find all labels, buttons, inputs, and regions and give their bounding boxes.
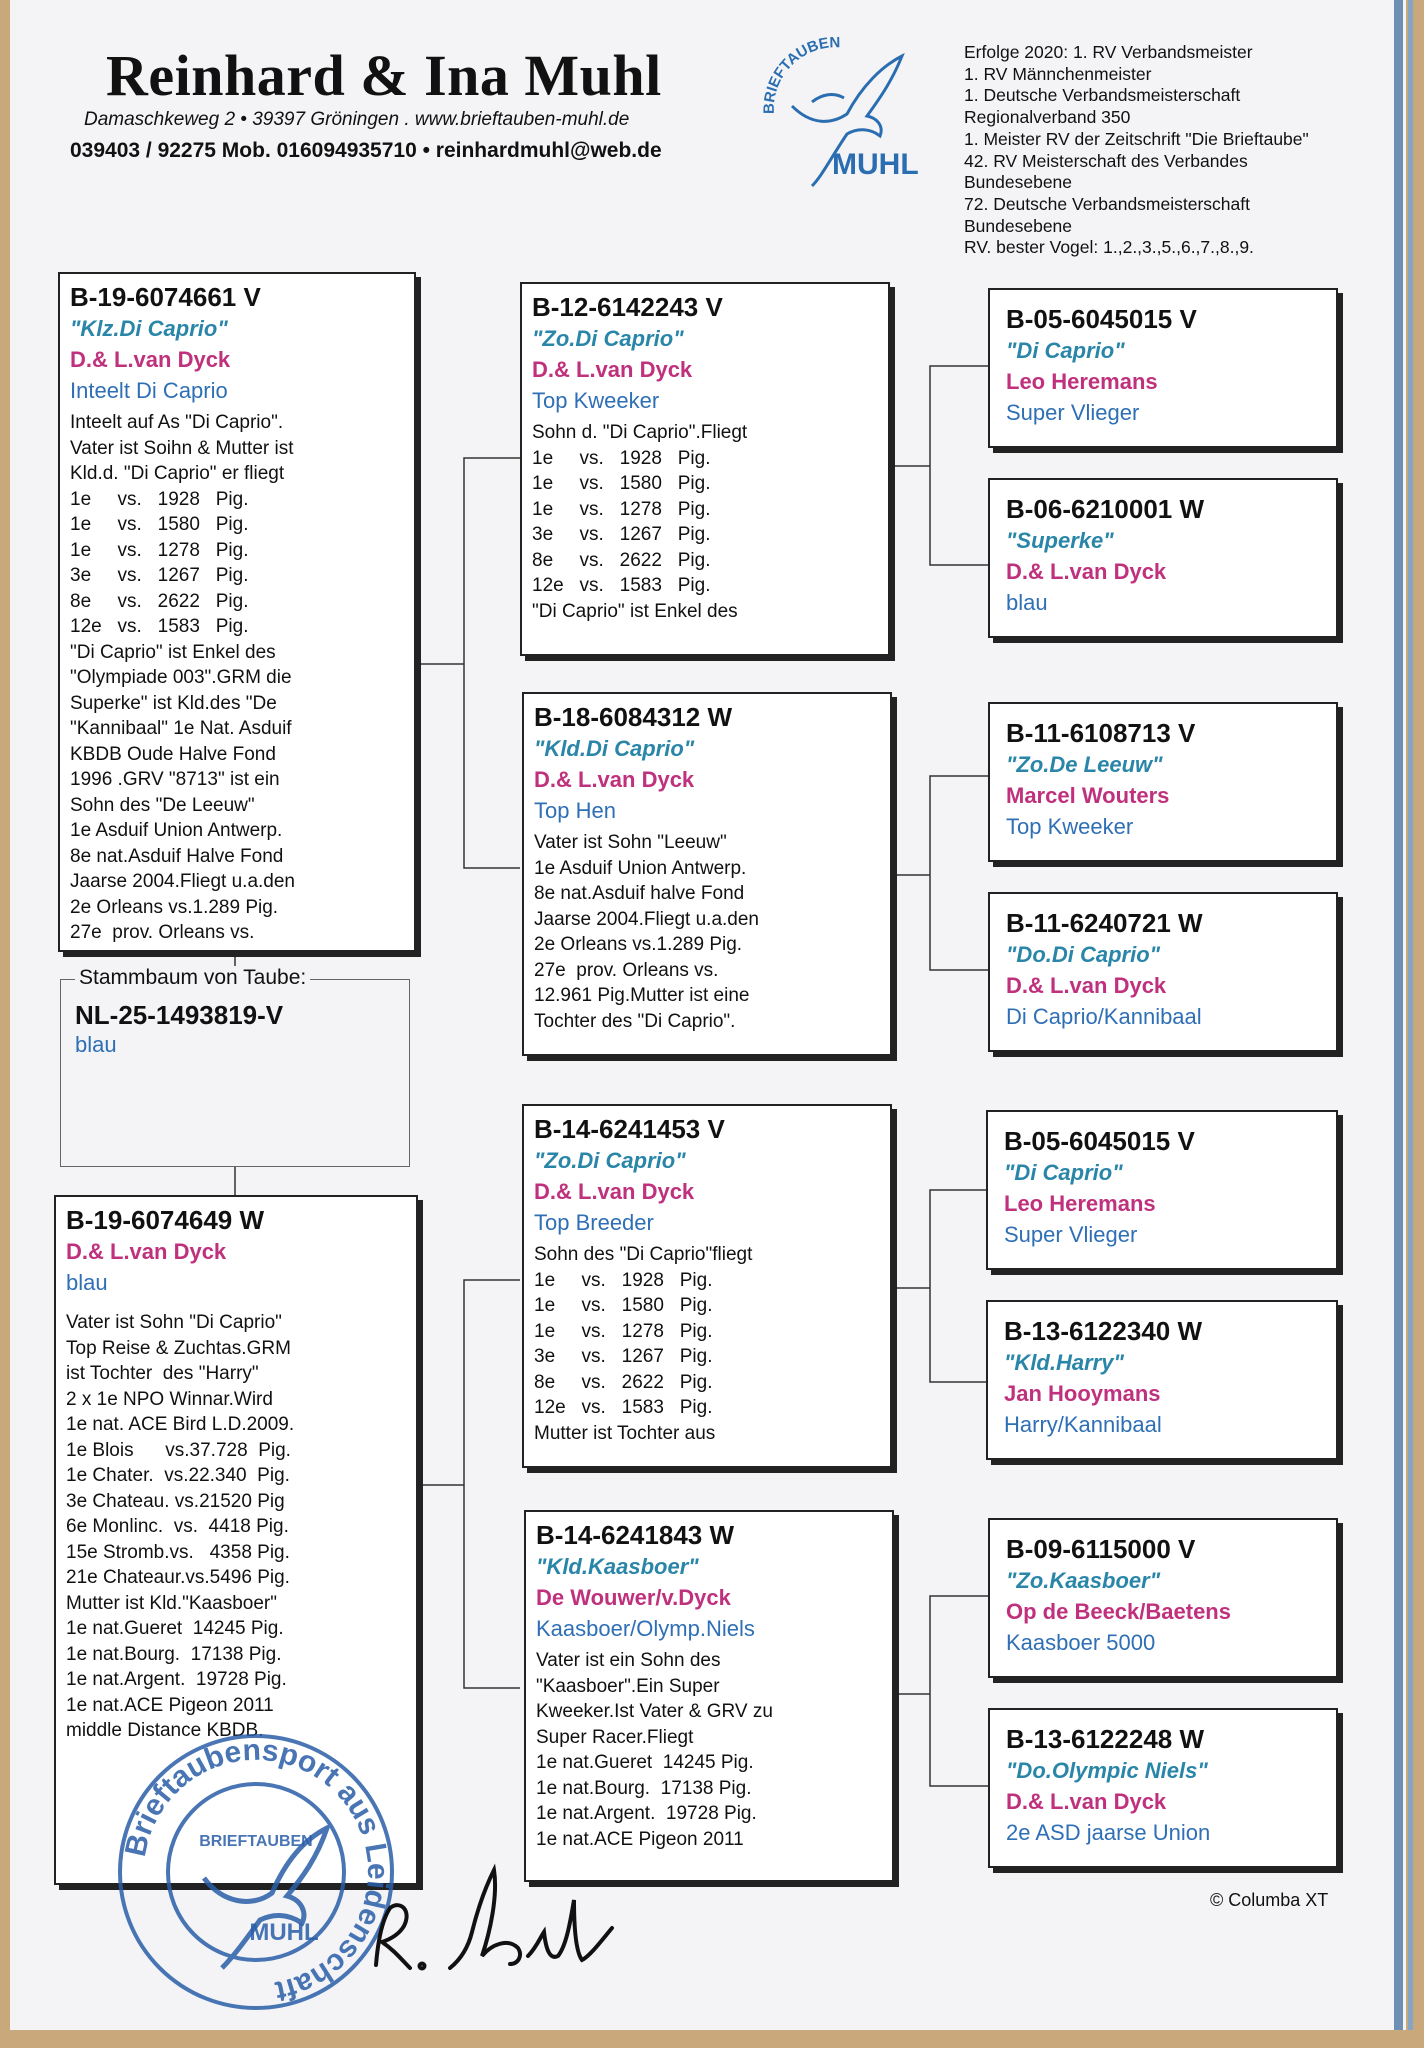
breeder-label: D.& L.van Dyck: [66, 1239, 227, 1264]
breeder-label: D.& L.van Dyck: [532, 357, 693, 382]
breeder-address: Damaschkeweg 2 • 39397 Gröningen . www.brieftauben-muhl.de: [84, 109, 630, 130]
grandparent-card: [524, 1510, 894, 1882]
great-grandparent-card: [988, 1518, 1338, 1678]
breeder-label: D.& L.van Dyck: [1006, 1789, 1167, 1814]
pigeon-description: Top Kweeker: [1006, 814, 1134, 839]
great-grandparent-card: [988, 892, 1338, 1052]
success-line: 1. Deutsche Verbandsmeisterschaft: [964, 85, 1241, 106]
pigeon-name: "Di Caprio": [1006, 338, 1125, 363]
breeder-label: D.& L.van Dyck: [1006, 973, 1167, 998]
breeder-contact: 039403 / 92275 Mob. 016094935710 • reinhardmuhl@web.de: [70, 139, 662, 162]
copyright-notice: © Columba XT: [1210, 1890, 1329, 1910]
pigeon-name: "Do.Olympic Niels": [1006, 1758, 1208, 1783]
great-grandparent-card: [988, 702, 1338, 862]
great-grandparent-card: [986, 1300, 1338, 1460]
ring-number: B-13-6122248 W: [1006, 1724, 1204, 1754]
breeder-label: D.& L.van Dyck: [70, 347, 231, 372]
success-line: 72. Deutsche Verbandsmeisterschaft: [964, 193, 1250, 214]
pigeon-name: "Zo.Di Caprio": [532, 326, 684, 351]
pigeon-name: "Kld.Kaasboer": [536, 1554, 699, 1579]
pigeon-description: Inteelt Di Caprio: [70, 378, 228, 403]
pigeon-name: "Klz.Di Caprio": [70, 316, 228, 341]
pigeon-description: Super Vlieger: [1006, 400, 1140, 425]
great-grandparent-card: [988, 478, 1338, 638]
breeder-label: D.& L.van Dyck: [534, 767, 695, 792]
pigeon-name: "Zo.Di Caprio": [534, 1148, 686, 1173]
pigeon-description: Top Breeder: [534, 1210, 654, 1235]
success-line: Erfolge 2020: 1. RV Verbandsmeister: [964, 42, 1253, 62]
stamp-text: Brieftaubensport aus Leidenschaft: [119, 1733, 395, 2009]
success-line: RV. bester Vogel: 1.,2.,3.,5.,6.,7.,8.,9.: [964, 237, 1254, 258]
great-grandparent-card: [988, 288, 1338, 448]
pigeon-description: Kaasboer 5000: [1006, 1630, 1156, 1655]
pigeon-name: "Di Caprio": [1004, 1160, 1123, 1185]
club-stamp: [112, 1728, 400, 2016]
subject-ring-number: NL-25-1493819-V: [75, 1000, 284, 1030]
ring-number: B-12-6142243 V: [532, 292, 723, 322]
pigeon-name: "Zo.Kaasboer": [1006, 1568, 1161, 1593]
great-grandparent-card: [986, 1110, 1338, 1270]
pigeon-name: "Kld.Harry": [1004, 1350, 1124, 1375]
pigeon-description: Top Kweeker: [532, 388, 660, 413]
grandparent-card: [522, 692, 892, 1056]
breeder-label: Leo Heremans: [1004, 1191, 1156, 1216]
pedigree-notes: Sohn des "Di Caprio"fliegt 1e vs. 1928 Pig. 1e vs. 1580 Pig. 1e vs. 1278 Pig. 3e vs. 1267 Pig. 8e vs. 2622 Pig. 12e vs. 1583 Pig. Mutter ist Tochter aus: [534, 1244, 753, 1444]
breeder-label: D.& L.van Dyck: [1006, 559, 1167, 584]
pigeon-description: Top Hen: [534, 798, 616, 823]
success-list: [964, 42, 1309, 259]
pigeon-description: 2e ASD jaarse Union: [1006, 1820, 1211, 1845]
breeder-label: D.& L.van Dyck: [534, 1179, 695, 1204]
handwritten-signature: [368, 1860, 638, 1980]
pedigree-notes: Vater ist Sohn "Leeuw" 1e Asduif Union Antwerp. 8e nat.Asduif halve Fond Jaarse 2004.Fliegt u.a.den 2e Orleans vs.1.289 Pig. 27e prov. Orleans vs. 12.961 Pig.Mutter ist eine Tochter des "Di Caprio".: [534, 832, 759, 1032]
ring-number: B-11-6108713 V: [1006, 718, 1196, 748]
breeder-name-title: Reinhard & Ina Muhl: [106, 43, 662, 108]
pigeon-name: "Kld.Di Caprio": [534, 736, 695, 761]
pigeon-name: "Do.Di Caprio": [1006, 942, 1161, 967]
success-line: Regionalverband 350: [964, 107, 1131, 128]
pigeon-description: Super Vlieger: [1004, 1222, 1138, 1247]
success-line: Bundesebene: [964, 172, 1073, 193]
ring-number: B-05-6045015 V: [1006, 304, 1197, 334]
subject-color: blau: [75, 1032, 117, 1057]
pigeon-description: blau: [66, 1270, 108, 1295]
success-line: 42. RV Meisterschaft des Verbandes: [964, 150, 1248, 171]
pedigree-notes: Vater ist Sohn "Di Caprio" Top Reise & Zuchtas.GRM ist Tochter des "Harry" 2 x 1e NPO Winnar.Wird 1e nat. ACE Bird L.D.2009. 1e Blois vs.37.728 Pig. 1e Chater. vs.22.340 Pig. 3e Chateau. vs.21520 Pig 6e Monlinc. vs. 4418 Pig. 15e Stromb.vs. 4358 Pig. 21e Chateaur.vs.5496 Pig. Mutter ist Kld."Kaasboer" 1e nat.Gueret 14245 Pig. 1e nat.Bourg. 17138 Pig. 1e nat.Argent. 19728 Pig. 1e nat.ACE Pigeon 2011 middle Distance KBDB.: [66, 1312, 295, 1741]
pigeon-name: "Superke": [1006, 528, 1114, 553]
ring-number: B-19-6074649 W: [66, 1205, 264, 1235]
pigeon-name: "Zo.De Leeuw": [1006, 752, 1163, 777]
stamp-inner-bottom: MUHL: [249, 1919, 319, 1946]
ring-number: B-19-6074661 V: [70, 282, 261, 312]
success-line: 1. RV Männchenmeister: [964, 63, 1152, 84]
ring-number: B-14-6241453 V: [534, 1114, 725, 1144]
father-card: [58, 272, 416, 952]
pigeon-description: Di Caprio/Kannibaal: [1006, 1004, 1202, 1029]
ring-number: B-14-6241843 W: [536, 1520, 734, 1550]
subject-pigeon-panel: [60, 966, 410, 1167]
breeder-label: Jan Hooymans: [1004, 1381, 1161, 1406]
ring-number: B-11-6240721 W: [1006, 908, 1203, 938]
ring-number: B-09-6115000 V: [1006, 1534, 1196, 1564]
logo-muhl-text: MUHL: [832, 148, 919, 181]
breeder-label: Op de Beeck/Baetens: [1006, 1599, 1231, 1624]
breeder-label: De Wouwer/v.Dyck: [536, 1585, 731, 1610]
pedigree-notes: Sohn d. "Di Caprio".Fliegt 1e vs. 1928 Pig. 1e vs. 1580 Pig. 1e vs. 1278 Pig. 3e vs. 1267 Pig. 8e vs. 2622 Pig. 12e vs. 1583 Pig. "Di Caprio" ist Enkel des: [532, 422, 748, 622]
success-line: 1. Meister RV der Zeitschrift "Die Brieftaube": [964, 128, 1309, 149]
pigeon-description: Kaasboer/Olymp.Niels: [536, 1616, 755, 1641]
pigeon-description: blau: [1006, 590, 1048, 615]
grandparent-card: [520, 282, 890, 656]
subject-label: Stammbaum von Taube:: [75, 966, 310, 990]
pigeon-description: Harry/Kannibaal: [1004, 1412, 1162, 1437]
ring-number: B-13-6122340 W: [1004, 1316, 1202, 1346]
logo-arc-text: BRIEFTAUBEN: [760, 36, 841, 115]
grandparent-card: [522, 1104, 892, 1468]
ring-number: B-18-6084312 W: [534, 702, 732, 732]
stamp-inner-top: BRIEFTAUBEN: [199, 1833, 313, 1850]
pedigree-notes: Vater ist ein Sohn des "Kaasboer".Ein Super Kweeker.Ist Vater & GRV zu Super Racer.Fliegt 1e nat.Gueret 14245 Pig. 1e nat.Bourg. 17138 Pig. 1e nat.Argent. 19728 Pig. 1e nat.ACE Pigeon 2011: [536, 1650, 773, 1850]
success-line: Bundesebene: [964, 215, 1073, 236]
pedigree-notes: Inteelt auf As "Di Caprio". Vater ist Soihn & Mutter ist Kld.d. "Di Caprio" er fliegt 1e vs. 1928 Pig. 1e vs. 1580 Pig. 1e vs. 1278 Pig. 3e vs. 1267 Pig. 8e vs. 2622 Pig. 12e vs. 1583 Pig. "Di Caprio" ist Enkel des "Olympiade 003".GRM die Superke" ist Kld.des "De "Kannibaal" 1e Nat. Asduif KBDB Oude Halve Fond 1996 .GRV "8713" ist ein Sohn des "De Leeuw" 1e Asduif Union Antwerp. 8e nat.Asduif Halve Fond Jaarse 2004.Fliegt u.a.den 2e Orleans vs.1.289 Pig. 27e prov. Orleans vs.: [70, 412, 295, 943]
ring-number: B-05-6045015 V: [1004, 1126, 1195, 1156]
ring-number: B-06-6210001 W: [1006, 494, 1204, 524]
breeder-label: Marcel Wouters: [1006, 783, 1170, 808]
breeder-label: Leo Heremans: [1006, 369, 1158, 394]
great-grandparent-card: [988, 1708, 1338, 1868]
muhl-dove-logo: [752, 36, 924, 201]
